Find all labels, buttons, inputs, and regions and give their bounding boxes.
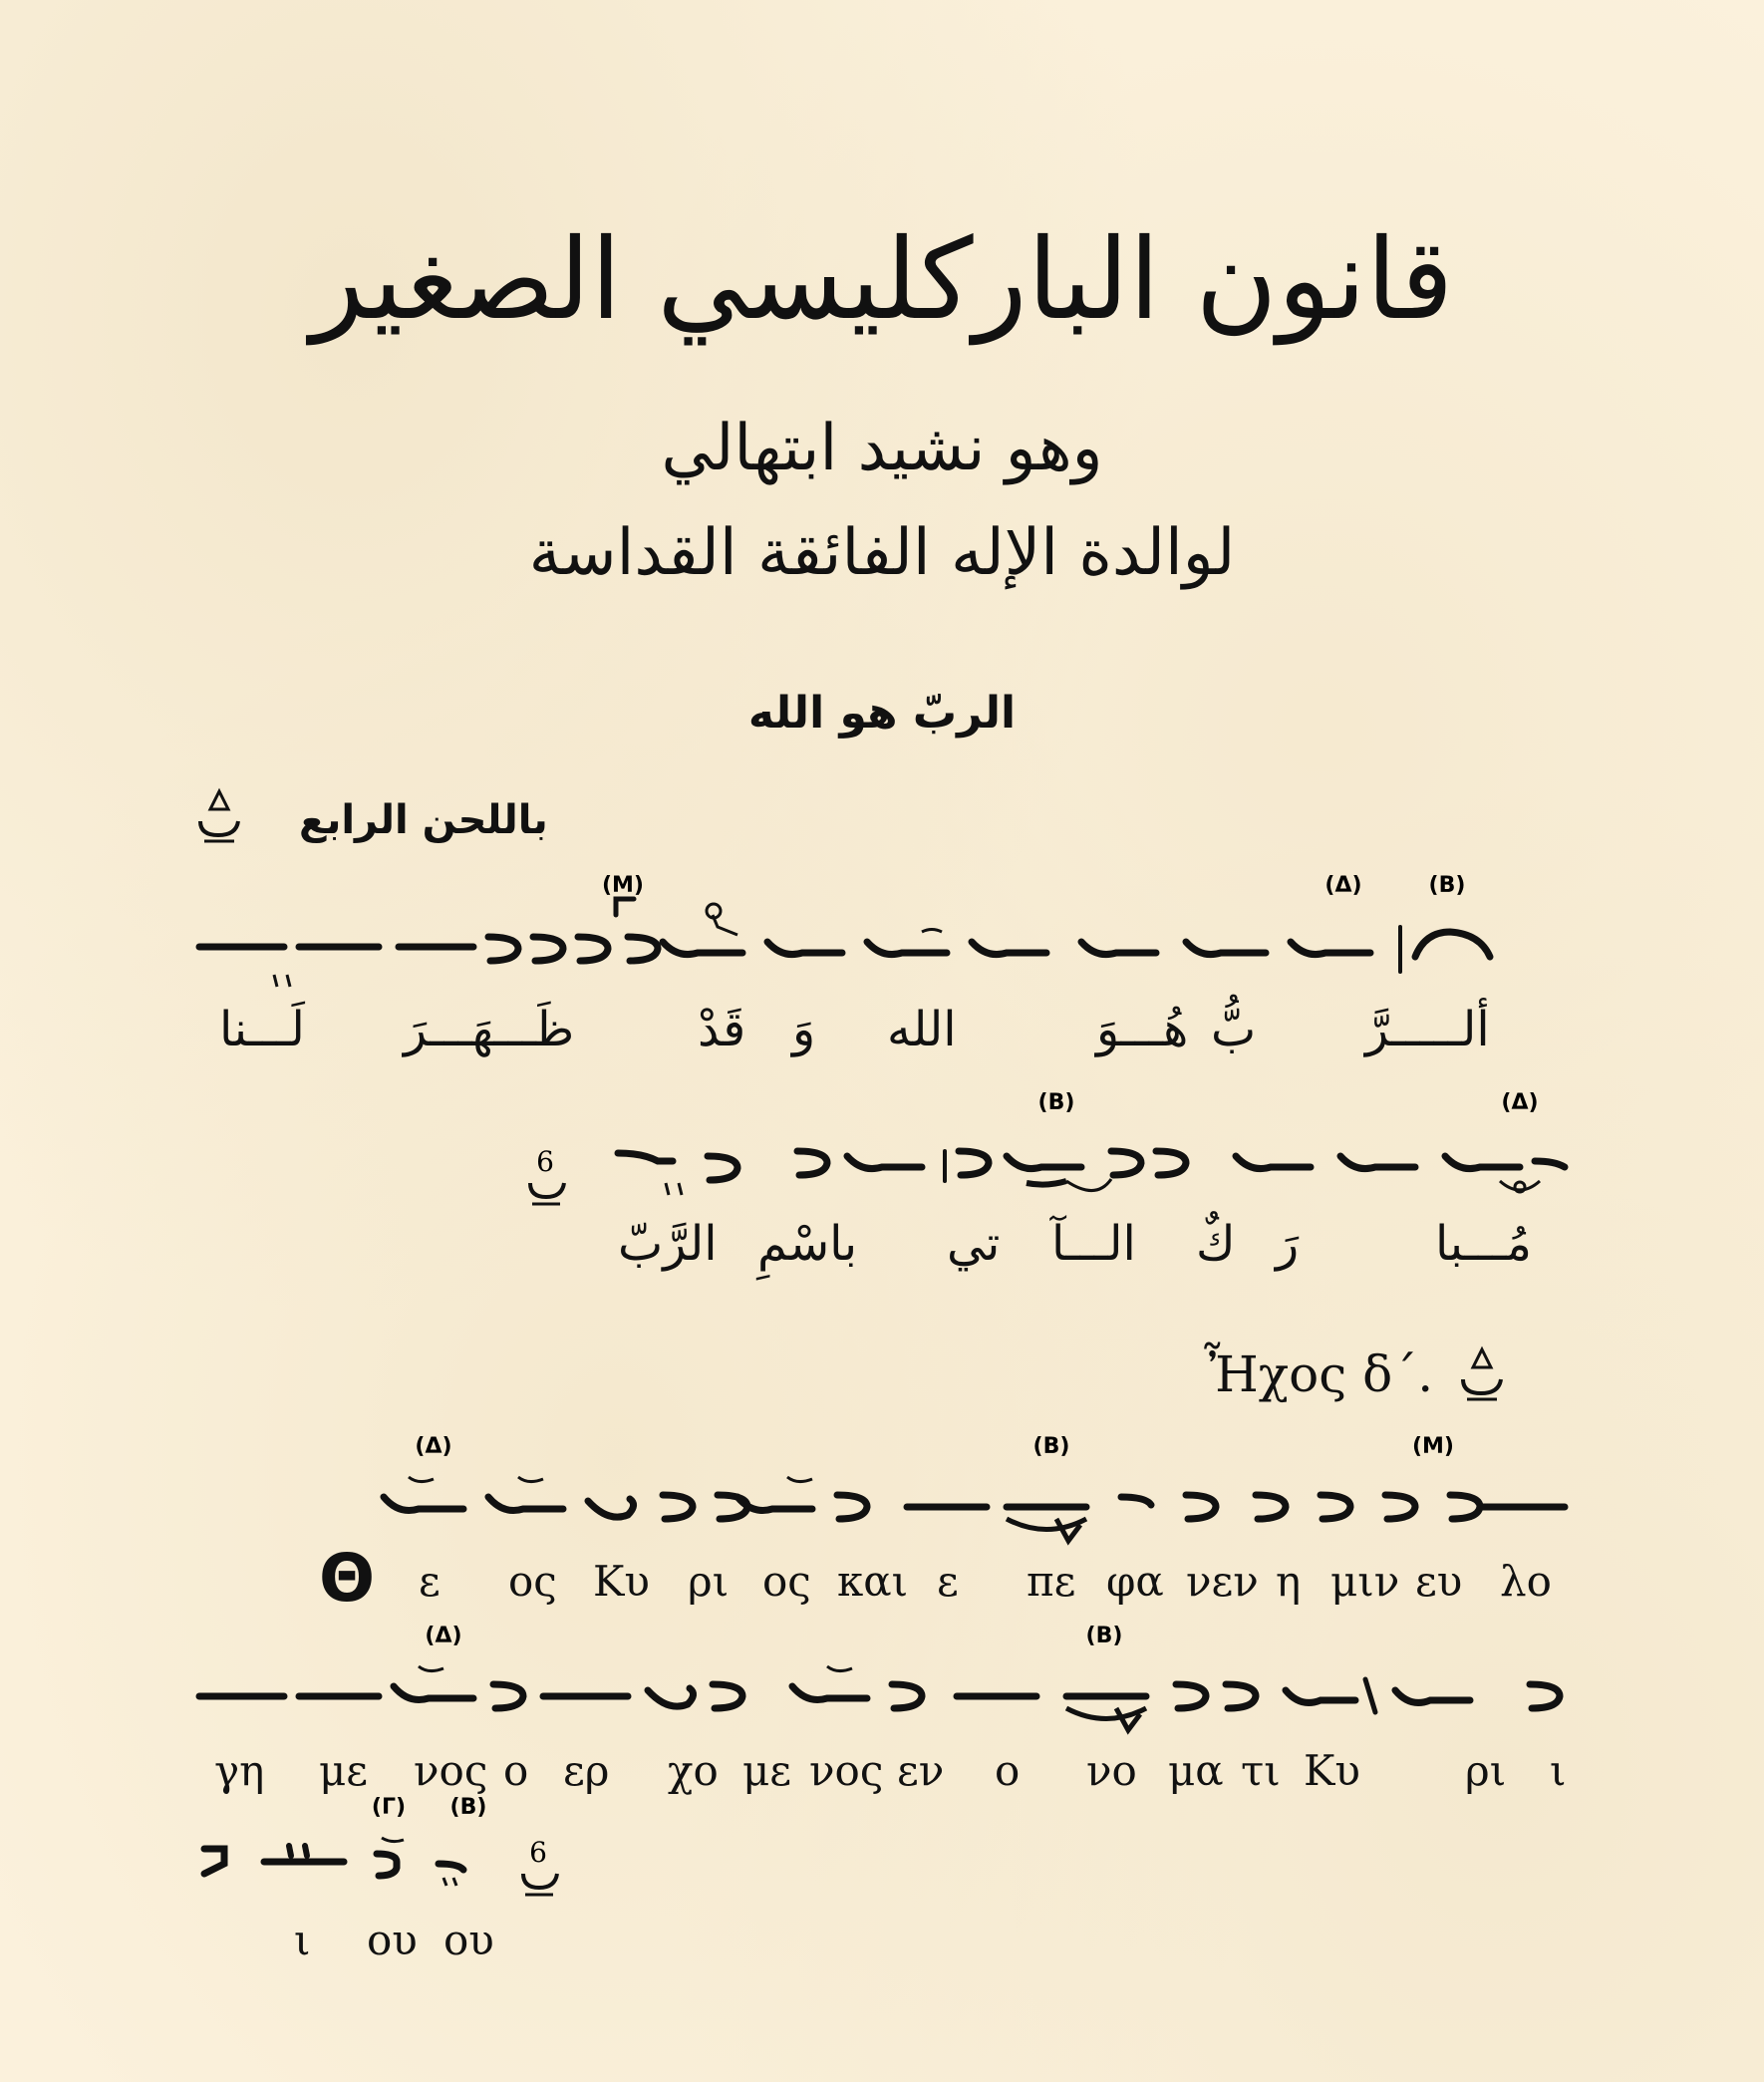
lyric-syllable: νο (1086, 1746, 1137, 1795)
lyric-syllable: πε (1027, 1557, 1076, 1606)
subtitle-line-1: وهو نشيد ابتهالي (661, 412, 1103, 485)
lyric-syllable: قَدْ (698, 1002, 746, 1057)
lyric-syllable: ظَـــهَـــرَ (404, 1002, 575, 1057)
lyric-syllable: الله (887, 1002, 957, 1057)
neume-mark-delta: (Δ) (1501, 1090, 1539, 1115)
lyric-syllable: λο (1500, 1557, 1552, 1606)
lyric-syllable: ε (419, 1557, 441, 1606)
mode-signature-icon (194, 787, 244, 851)
neume-staff-arabic-2 (0, 1091, 1764, 1231)
neume-mark-m: (Μ) (601, 873, 645, 898)
lyric-syllable: ε (937, 1557, 959, 1606)
neume-staff-arabic-1 (0, 873, 1764, 1017)
lyric-syllable: νος (809, 1746, 884, 1795)
lyric-syllable: باسْمِ (757, 1216, 858, 1272)
lyric-syllable: وَ (792, 1002, 816, 1057)
neume-mark-gamma: (Γ) (371, 1795, 407, 1820)
end-sign-icon (523, 1836, 557, 1895)
neume-mark-delta: (Δ) (1324, 873, 1362, 898)
lyric-syllable: χο (668, 1746, 719, 1795)
neume-mark-b: (Β) (1085, 1624, 1123, 1648)
lyric-syllable: ου (443, 1916, 494, 1964)
lyric-syllable: الـــآ (1051, 1216, 1136, 1272)
neume-mark-m: (Μ) (1411, 1434, 1455, 1459)
lyric-syllable: γη (214, 1746, 265, 1795)
lyric-syllable: هُـــوَ (1096, 1002, 1189, 1057)
page-title: قانون الباركليسي الصغير (310, 215, 1454, 345)
lyric-syllable: ευ (1415, 1557, 1463, 1606)
lyric-syllable: εν (897, 1746, 945, 1795)
lyric-syllable: Κυ (593, 1557, 650, 1606)
lyric-syllable: ι (1550, 1746, 1567, 1795)
drop-cap-theta: Θ (319, 1540, 376, 1617)
lyric-syllable: ου (367, 1916, 418, 1964)
lyric-syllable: ρι (1465, 1746, 1507, 1795)
lyric-syllable: ο (995, 1746, 1021, 1795)
subtitle-line-2: لوالدة الإله الفائقة القداسة (528, 516, 1236, 590)
lyric-syllable: νεν (1186, 1557, 1259, 1606)
neume-staff-greek-2 (0, 1625, 1764, 1764)
lyric-syllable: μιν (1330, 1557, 1400, 1606)
lyric-syllable: الرَّبّ (618, 1216, 718, 1272)
tone-label-greek: Ἦχος δ΄. (1204, 1345, 1507, 1405)
neume-staff-greek-1 (0, 1435, 1764, 1575)
lyric-syllable: ألـــــرَّ (1365, 1002, 1490, 1057)
lyric-syllable: رَ (1276, 1216, 1300, 1272)
svg-text:6: 6 (536, 1145, 554, 1178)
lyric-syllable: Κυ (1304, 1746, 1360, 1795)
neume-staff-greek-3 (0, 1794, 1764, 1933)
mode-signature-icon (1457, 1345, 1507, 1405)
end-sign-icon (530, 1145, 564, 1204)
lyric-syllable: ος (508, 1557, 557, 1606)
lyric-syllable: τι (1241, 1746, 1281, 1795)
lyric-syllable: με (319, 1746, 369, 1795)
lyric-syllable: بُّ (1211, 1002, 1257, 1057)
neume-mark-b: (Β) (449, 1795, 487, 1820)
lyric-syllable: مُـــبا (1435, 1216, 1533, 1272)
neume-mark-b: (Β) (1032, 1434, 1070, 1459)
lyric-syllable: ρι (688, 1557, 730, 1606)
lyric-syllable: νος (414, 1746, 488, 1795)
lyric-syllable: ος (762, 1557, 811, 1606)
lyric-syllable: كٌ (1196, 1216, 1236, 1272)
lyric-syllable: ι (294, 1916, 311, 1964)
lyric-syllable: φα (1106, 1557, 1164, 1606)
tone-label-arabic: باللحن الرابع (299, 797, 548, 843)
svg-text:6: 6 (529, 1836, 547, 1869)
lyric-syllable: ο (503, 1746, 529, 1795)
lyric-syllable: με (742, 1746, 792, 1795)
lyric-syllable: και (837, 1557, 909, 1606)
lyric-syllable: ερ (563, 1746, 610, 1795)
lyric-syllable: لَـــنا (219, 1002, 305, 1057)
neume-mark-delta: (Δ) (425, 1624, 462, 1648)
section-heading: الربّ هو الله (747, 688, 1017, 739)
lyric-syllable: η (1276, 1557, 1302, 1606)
neume-mark-delta: (Δ) (415, 1434, 452, 1459)
lyric-syllable: تي (947, 1216, 1001, 1272)
neume-mark-b: (Β) (1037, 1090, 1075, 1115)
neume-mark-b: (Β) (1428, 873, 1466, 898)
lyric-syllable: μα (1168, 1746, 1224, 1795)
